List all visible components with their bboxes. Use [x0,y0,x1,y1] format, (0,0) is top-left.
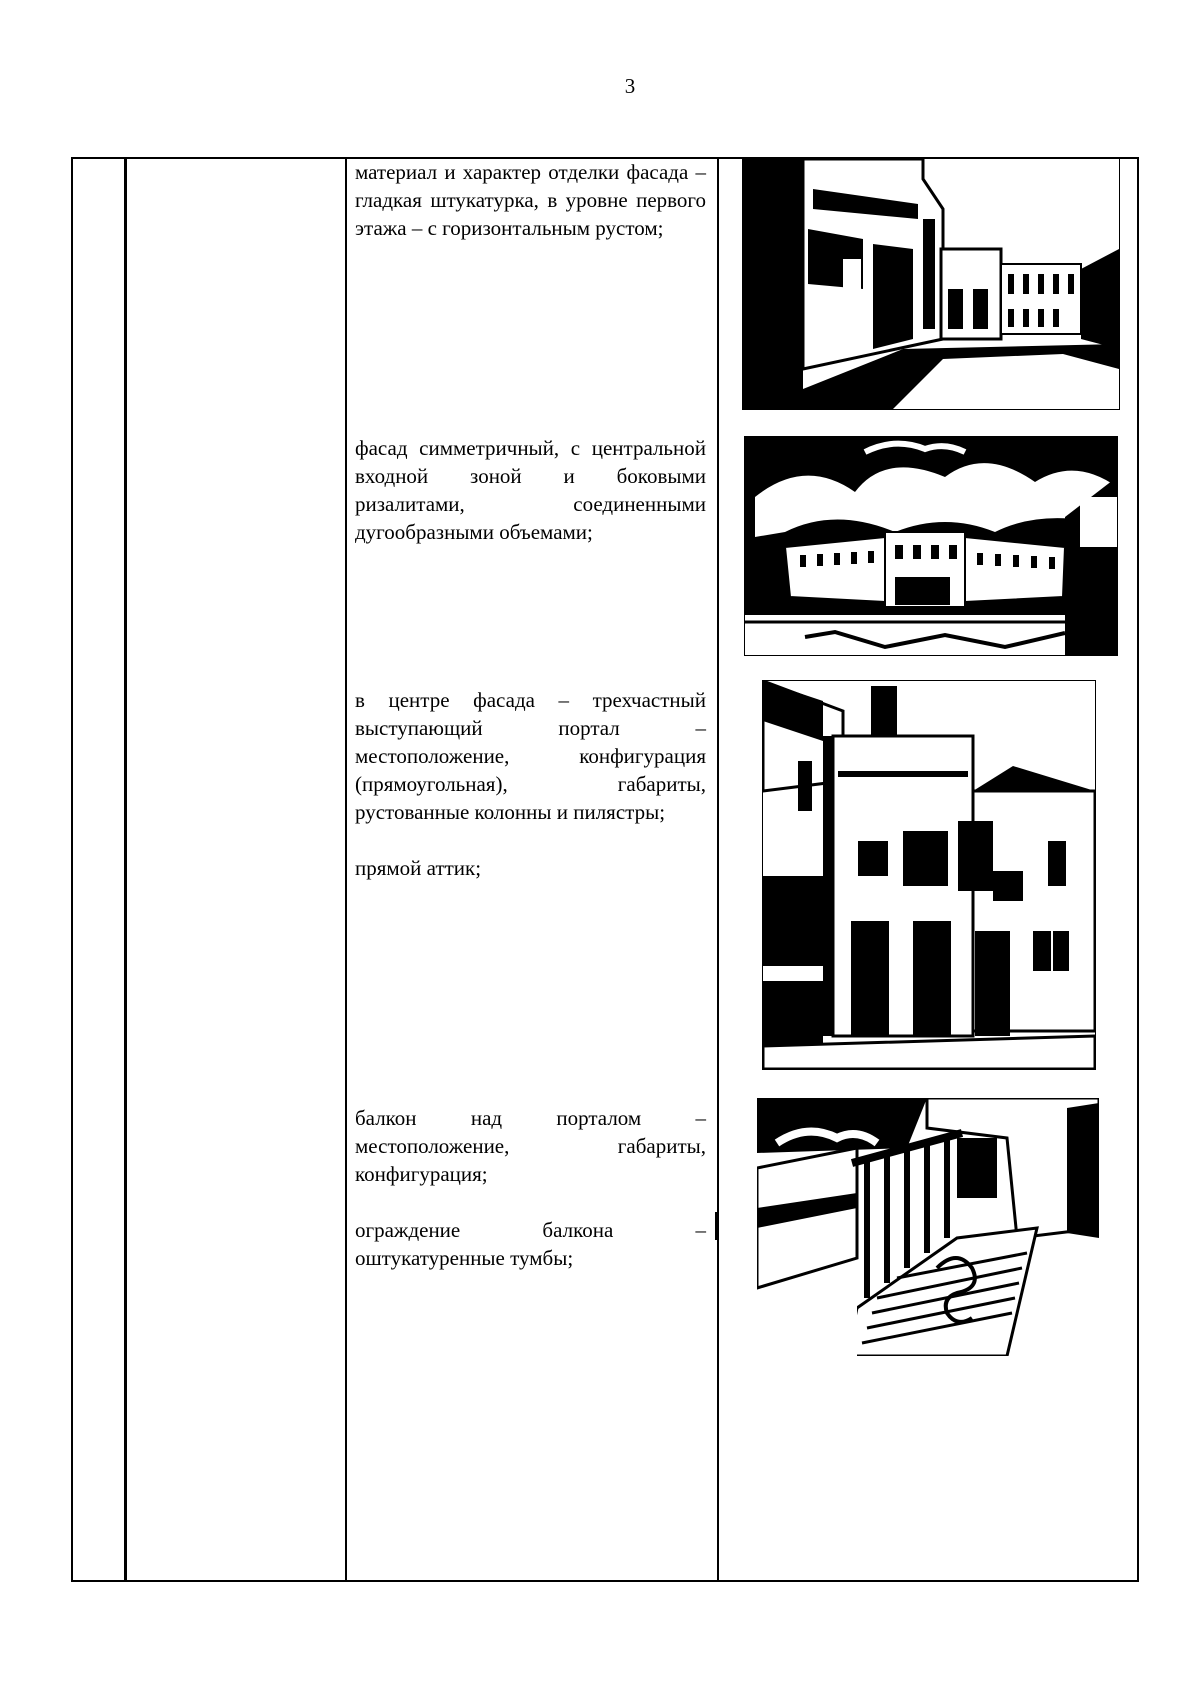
table-column-divider [124,159,127,1580]
page-number: 3 [624,74,636,98]
facade-finish-text [355,158,706,242]
table-column-divider [345,159,347,1580]
paragraph: балкон над порталом – местоположение, габариты, конфигурация; [355,1106,706,1186]
symmetric-facade-photo [744,436,1118,656]
portal-text [355,686,706,882]
balcony-text [355,1104,706,1272]
paragraph: в центре фасада – трехчастный выступающий портал – местоположение, конфигурация (прямоугольная), габариты, рустованные колонны и пилястры; [355,688,706,824]
paragraph: ограждение балкона – оштукатуренные тумбы; [355,1218,706,1270]
divider-tick [715,1212,717,1240]
facade-symmetry-text [355,434,706,546]
balcony-photo [757,1098,1099,1356]
paragraph: прямой аттик; [355,856,482,880]
table-column-divider [717,159,719,1580]
paragraph: фасад симметричный, с центральной входной зоной и боковыми ризалитами, соединенными дугообразными объемами; [355,436,706,544]
portal-photo [762,680,1096,1070]
paragraph: материал и характер отделки фасада – гладкая штукатурка, в уровне первого этажа – с горизонтальным рустом; [355,160,706,240]
building-courtyard-photo [742,158,1120,410]
